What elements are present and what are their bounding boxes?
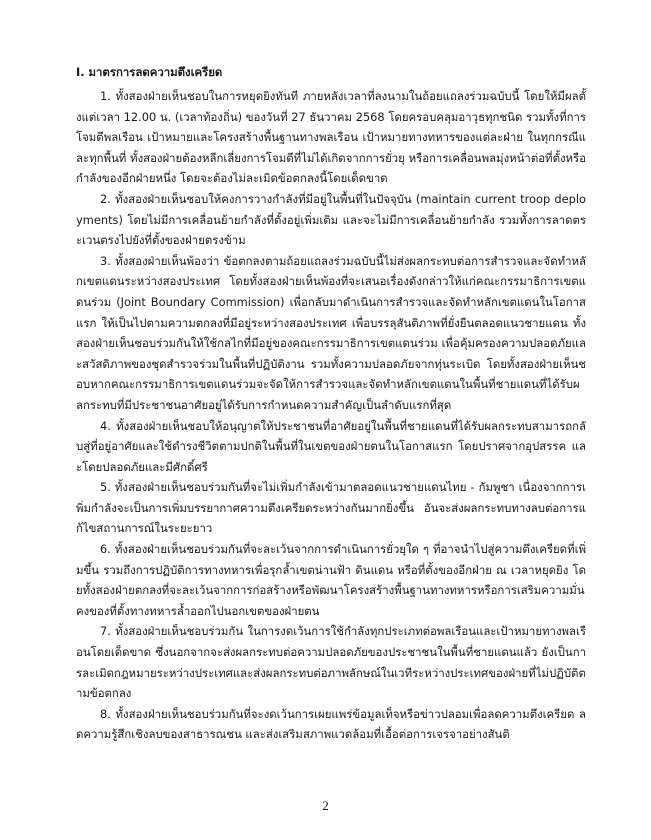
paragraph-8: 8. ทั้งสองฝ่ายเห็นชอบร่วมกันที่จะงดเว้นการเผยแพร่ข้อมูลเท็จหรือข่าวปลอมเพื่อลดความตึงเครียด ลดความรู้สึกเชิงลบของสาธารณชน และส่งเสริมสภาพแวดล้อมที่เอื้อต่อการเจรจาอย่างสันติ xyxy=(76,706,586,742)
paragraph-5: 5. ทั้งสองฝ่ายเห็นชอบร่วมกันที่จะไม่เพิ่มกำลังเข้ามาตลอดแนวชายแดนไทย - กัมพูชา เนื่องจากการเพิ่มกำลังจะเป็นการเพิ่มบรรยากาศความตึงเครียดระหว่างกันมากยิ่งขึ้น อันจะส่งผลกระทบทางลบต่อการแก้ไขสถานการณ์ในระยะยาว xyxy=(76,480,586,536)
paragraph-7: 7. ทั้งสองฝ่ายเห็นชอบร่วมกัน ในการงดเว้นการใช้กำลังทุกประเภทต่อพลเรือนและเป้าหมายทางพลเรือนโดยเด็ดขาด ซึ่งนอกจากจะส่งผลกระทบต่อความปลอดภัยของประชาชนในพื้นที่ชายแดนแล้ว ยังเป็นการละเมิดกฎหมายระหว่างประเทศและส่งผลกระทบต่อภาพลักษณ์ในเวทีระหว่างประเทศของฝ่ายที่ไม่ปฏิบัติตามข้อตกลง xyxy=(76,624,586,701)
paragraph-1: 1. ทั้งสองฝ่ายเห็นชอบในการหยุดยิงทันที ภายหลังเวลาที่ลงนามในถ้อยแถลงร่วมฉบับนี้ โดยให้มีผลตั้งแต่เวลา 12.00 น. (เวลาท้องถิ่น) ของวันที่ 27 ธันวาคม 2568 โดยครอบคลุมอาวุธทุกชนิด รวมทั้งที่การโจมตีพลเรือน เป้าหมายและโครงสร้างพื้นฐานทางพลเรือน เป้าหมายทางทหารของแต่ละฝ่าย ในทุกกรณีและทุกพื้นที่ ทั้งสองฝ่ายต้องหลีกเลี่ยงการโจมตีที่ไม่ได้เกิดจากการยั่วยุ หรือการเคลื่อนพลมุ่งหน้าต่อที่ตั้งหรือกำลังของอีกฝ่ายหนึ่ง โดยจะต้องไม่ละเมิดข้อตกลงนี้โดยเด็ดขาด xyxy=(76,89,586,186)
section-heading: I. มาตรการลดความตึงเครียด xyxy=(76,65,223,79)
paragraph-4: 4. ทั้งสองฝ่ายเห็นชอบให้อนุญาตให้ประชาชนที่อาศัยอยู่ในพื้นที่ชายแดนที่ได้รับผลกระทบสามารถกลับสู่ที่อยู่อาศัยและใช้ดำรงชีวิตตามปกติในพื้นที่ในเขตของฝ่ายตนในโอกาสแรก โดยปราศจากอุปสรรค และโดยปลอดภัยและมีศักดิ์ศรี xyxy=(76,418,586,474)
document-body xyxy=(76,62,586,745)
paragraph-2: 2. ทั้งสองฝ่ายเห็นชอบให้คงการวางกำลังที่มีอยู่ในพื้นที่ในปัจจุบัน (maintain current troop deployments) โดยไม่มีการเคลื่อนย้ายกำลังที่ตั้งอยู่เพิ่มเติม และจะไม่มีการเคลื่อนย้ายกำลัง รวมทั้งการลาดตระเวนตรงไปยังที่ตั้งของฝ่ายตรงข้าม xyxy=(76,191,586,248)
page-number: 2 xyxy=(322,798,329,813)
paragraph-6: 6. ทั้งสองฝ่ายเห็นชอบร่วมกันที่จะละเว้นจากการดำเนินการยั่วยุใด ๆ ที่อาจนำไปสู่ความตึงเครียดที่เพิ่มขึ้น รวมถึงการปฏิบัติการทางทหารเพื่อรุกล้ำเขตน่านฟ้า ดินแดน หรือที่ตั้งของอีกฝ่าย ณ เวลาหยุดยิง โดยทั้งสองฝ่ายตกลงที่จะละเว้นจากการก่อสร้างหรือพัฒนาโครงสร้างพื้นฐานทางทหารหรือการเสริมความมั่นคงของที่ตั้งทางทหารล้ำออกไปนอกเขตของฝ่ายตน xyxy=(76,542,586,618)
paragraph-3: 3. ทั้งสองฝ่ายเห็นพ้องว่า ข้อตกลงตามถ้อยแถลงร่วมฉบับนี้ไม่ส่งผลกระทบต่อการสำรวจและจัดทำหลักเขตแดนระหว่างสองประเทศ โดยทั้งสองฝ่ายเห็นพ้องที่จะเสนอเรื่องดังกล่าวให้แก่คณะกรรมาธิการเขตแดนร่วม (Joint Boundary Commission) เพื่อกลับมาดำเนินการสำรวจและจัดทำหลักเขตแดนในโอกาสแรก ให้เป็นไปตามความตกลงที่มีอยู่ระหว่างสองประเทศ เพื่อบรรลุสันติภาพที่ยั่งยืนตลอดแนวชายแดน ทั้งสองฝ่ายเห็นชอบร่วมกันให้ใช้กลไกที่มีอยู่ของคณะกรรมาธิการเขตแดนร่วม เพื่อคุ้มครองความปลอดภัยและสวัสดิภาพของชุดสำรวจร่วมในพื้นที่ปฏิบัติงาน รวมทั้งความปลอดภัยจากทุ่นระเบิด โดยทั้งสองฝ่ายเห็นชอบหากคณะกรรมาธิการเขตแดนร่วมจะจัดให้การสำรวจและจัดทำหลักเขตแดนในพื้นที่ชายแดนที่ได้รับผลกระทบที่มีประชาชนอาศัยอยู่ได้รับการกำหนดความสำคัญเป็นลำดับแรกที่สุด xyxy=(76,253,586,412)
